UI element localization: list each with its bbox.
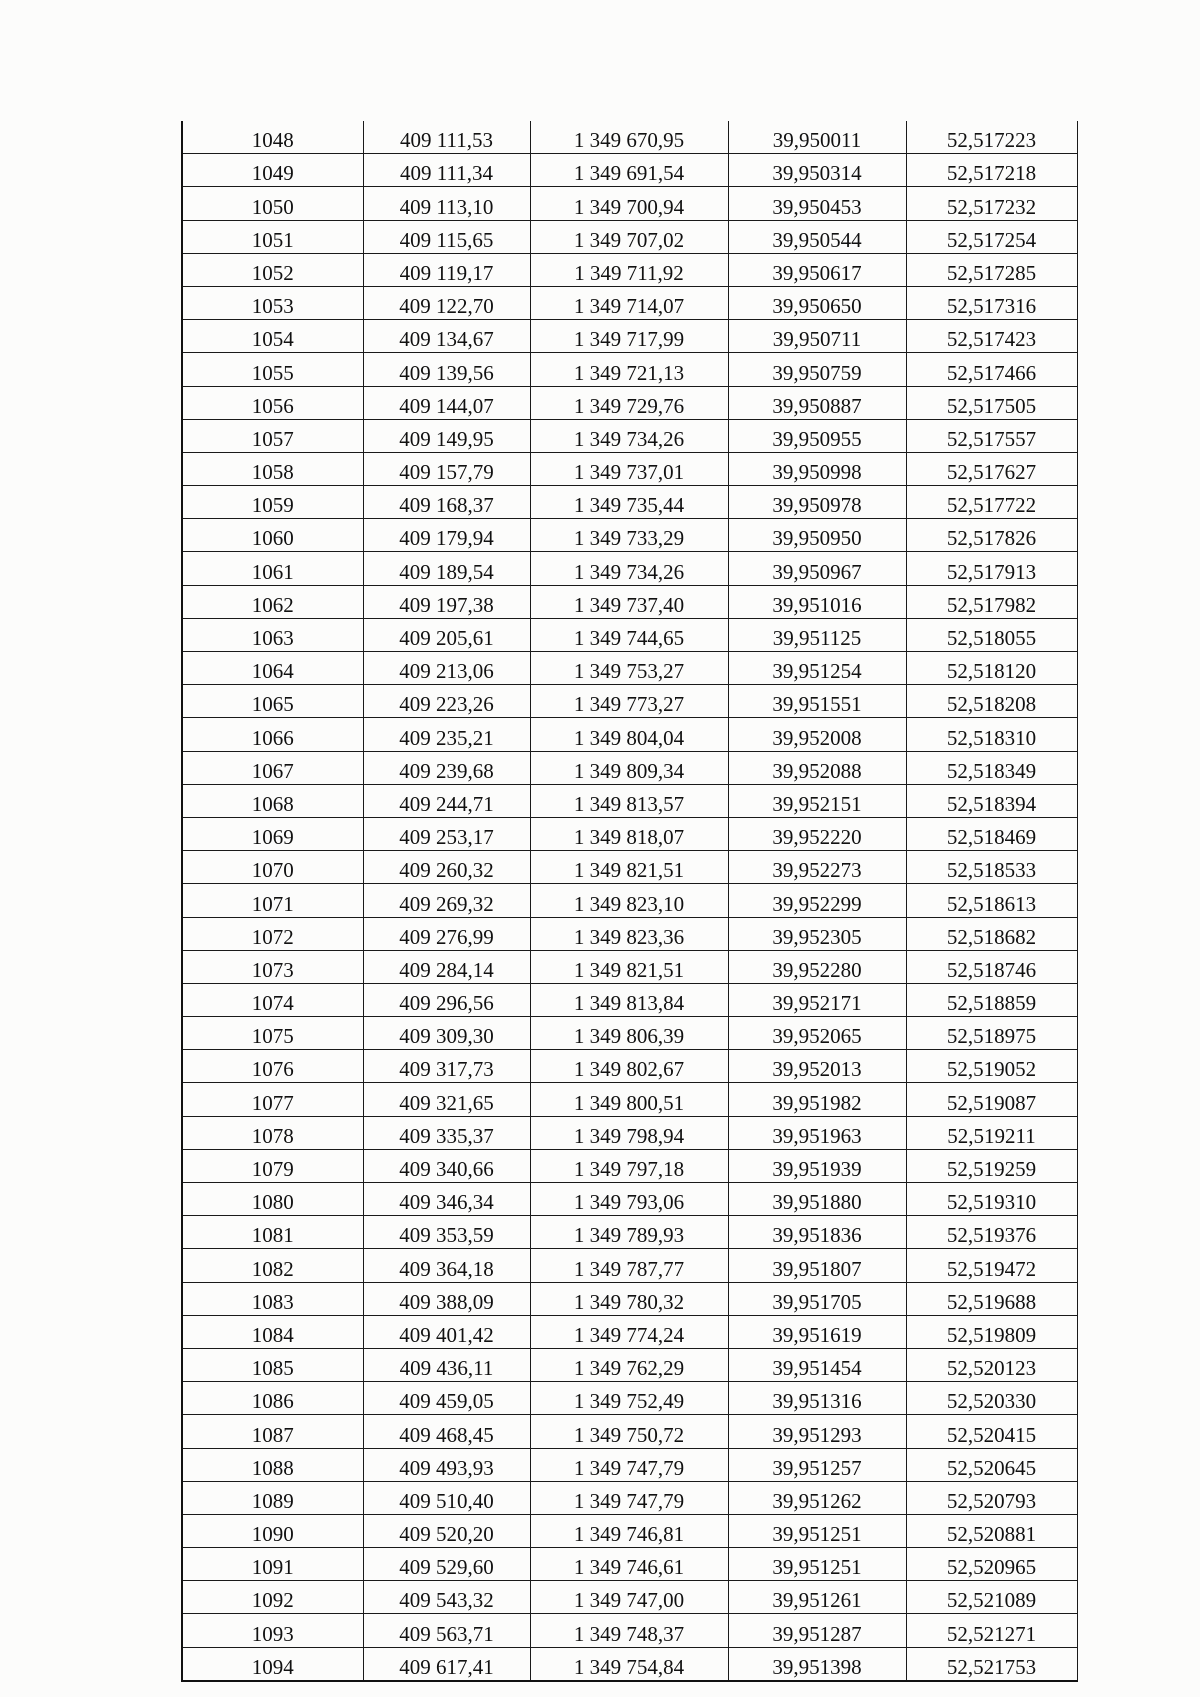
longitude-cell: 39,952220 <box>728 817 906 850</box>
latitude-cell: 52,517557 <box>906 419 1077 452</box>
point-number-cell: 1086 <box>182 1382 363 1415</box>
y-coordinate-cell: 1 349 813,84 <box>530 983 728 1016</box>
longitude-cell: 39,950887 <box>728 386 906 419</box>
point-number-cell: 1048 <box>182 121 363 154</box>
x-coordinate-cell: 409 197,38 <box>363 585 530 618</box>
latitude-cell: 52,517722 <box>906 486 1077 519</box>
y-coordinate-cell: 1 349 747,79 <box>530 1481 728 1514</box>
longitude-cell: 39,952273 <box>728 851 906 884</box>
longitude-cell: 39,950314 <box>728 154 906 187</box>
table-row <box>182 1017 1077 1050</box>
longitude-cell: 39,952299 <box>728 884 906 917</box>
longitude-cell: 39,951836 <box>728 1216 906 1249</box>
point-number-cell: 1069 <box>182 817 363 850</box>
longitude-cell: 39,951939 <box>728 1149 906 1182</box>
x-coordinate-cell: 409 134,67 <box>363 320 530 353</box>
y-coordinate-cell: 1 349 773,27 <box>530 685 728 718</box>
point-number-cell: 1054 <box>182 320 363 353</box>
x-coordinate-cell: 409 168,37 <box>363 486 530 519</box>
table-row <box>182 618 1077 651</box>
point-number-cell: 1091 <box>182 1548 363 1581</box>
longitude-cell: 39,951316 <box>728 1382 906 1415</box>
x-coordinate-cell: 409 235,21 <box>363 718 530 751</box>
latitude-cell: 52,520881 <box>906 1514 1077 1547</box>
point-number-cell: 1093 <box>182 1614 363 1647</box>
table-row <box>182 419 1077 452</box>
table-row <box>182 220 1077 253</box>
y-coordinate-cell: 1 349 753,27 <box>530 652 728 685</box>
table-row <box>182 253 1077 286</box>
y-coordinate-cell: 1 349 762,29 <box>530 1348 728 1381</box>
table-row <box>182 1116 1077 1149</box>
coordinates-table <box>181 121 1078 1682</box>
y-coordinate-cell: 1 349 789,93 <box>530 1216 728 1249</box>
point-number-cell: 1092 <box>182 1581 363 1614</box>
table-row <box>182 817 1077 850</box>
x-coordinate-cell: 409 364,18 <box>363 1249 530 1282</box>
table-row <box>182 1415 1077 1448</box>
y-coordinate-cell: 1 349 793,06 <box>530 1183 728 1216</box>
point-number-cell: 1066 <box>182 718 363 751</box>
table-row <box>182 1183 1077 1216</box>
x-coordinate-cell: 409 563,71 <box>363 1614 530 1647</box>
y-coordinate-cell: 1 349 746,81 <box>530 1514 728 1547</box>
table-row <box>182 1548 1077 1581</box>
point-number-cell: 1059 <box>182 486 363 519</box>
latitude-cell: 52,519211 <box>906 1116 1077 1149</box>
latitude-cell: 52,519688 <box>906 1282 1077 1315</box>
latitude-cell: 52,517826 <box>906 519 1077 552</box>
latitude-cell: 52,518208 <box>906 685 1077 718</box>
x-coordinate-cell: 409 205,61 <box>363 618 530 651</box>
latitude-cell: 52,518394 <box>906 784 1077 817</box>
latitude-cell: 52,517254 <box>906 220 1077 253</box>
latitude-cell: 52,520415 <box>906 1415 1077 1448</box>
table-row <box>182 1282 1077 1315</box>
y-coordinate-cell: 1 349 737,40 <box>530 585 728 618</box>
table-row <box>182 121 1077 154</box>
point-number-cell: 1084 <box>182 1315 363 1348</box>
latitude-cell: 52,517232 <box>906 187 1077 220</box>
y-coordinate-cell: 1 349 787,77 <box>530 1249 728 1282</box>
point-number-cell: 1065 <box>182 685 363 718</box>
latitude-cell: 52,518120 <box>906 652 1077 685</box>
table-row <box>182 1348 1077 1381</box>
latitude-cell: 52,519809 <box>906 1315 1077 1348</box>
table-row <box>182 286 1077 319</box>
point-number-cell: 1051 <box>182 220 363 253</box>
point-number-cell: 1077 <box>182 1083 363 1116</box>
longitude-cell: 39,951262 <box>728 1481 906 1514</box>
point-number-cell: 1081 <box>182 1216 363 1249</box>
x-coordinate-cell: 409 144,07 <box>363 386 530 419</box>
point-number-cell: 1057 <box>182 419 363 452</box>
y-coordinate-cell: 1 349 780,32 <box>530 1282 728 1315</box>
y-coordinate-cell: 1 349 774,24 <box>530 1315 728 1348</box>
x-coordinate-cell: 409 111,34 <box>363 154 530 187</box>
table-row <box>182 1149 1077 1182</box>
longitude-cell: 39,951261 <box>728 1581 906 1614</box>
x-coordinate-cell: 409 529,60 <box>363 1548 530 1581</box>
longitude-cell: 39,952305 <box>728 917 906 950</box>
table-row <box>182 1216 1077 1249</box>
latitude-cell: 52,518533 <box>906 851 1077 884</box>
table-row <box>182 1481 1077 1514</box>
latitude-cell: 52,518746 <box>906 950 1077 983</box>
y-coordinate-cell: 1 349 748,37 <box>530 1614 728 1647</box>
latitude-cell: 52,517423 <box>906 320 1077 353</box>
x-coordinate-cell: 409 244,71 <box>363 784 530 817</box>
y-coordinate-cell: 1 349 700,94 <box>530 187 728 220</box>
longitude-cell: 39,951880 <box>728 1183 906 1216</box>
longitude-cell: 39,951254 <box>728 652 906 685</box>
longitude-cell: 39,950950 <box>728 519 906 552</box>
y-coordinate-cell: 1 349 691,54 <box>530 154 728 187</box>
x-coordinate-cell: 409 284,14 <box>363 950 530 983</box>
latitude-cell: 52,520330 <box>906 1382 1077 1415</box>
longitude-cell: 39,951257 <box>728 1448 906 1481</box>
x-coordinate-cell: 409 309,30 <box>363 1017 530 1050</box>
x-coordinate-cell: 409 617,41 <box>363 1647 530 1681</box>
table-row <box>182 751 1077 784</box>
longitude-cell: 39,950955 <box>728 419 906 452</box>
longitude-cell: 39,951016 <box>728 585 906 618</box>
table-row <box>182 718 1077 751</box>
latitude-cell: 52,518055 <box>906 618 1077 651</box>
x-coordinate-cell: 409 459,05 <box>363 1382 530 1415</box>
table-row <box>182 320 1077 353</box>
x-coordinate-cell: 409 346,34 <box>363 1183 530 1216</box>
x-coordinate-cell: 409 353,59 <box>363 1216 530 1249</box>
longitude-cell: 39,952013 <box>728 1050 906 1083</box>
point-number-cell: 1089 <box>182 1481 363 1514</box>
longitude-cell: 39,950711 <box>728 320 906 353</box>
point-number-cell: 1076 <box>182 1050 363 1083</box>
table-row <box>182 1382 1077 1415</box>
longitude-cell: 39,951454 <box>728 1348 906 1381</box>
y-coordinate-cell: 1 349 813,57 <box>530 784 728 817</box>
latitude-cell: 52,517505 <box>906 386 1077 419</box>
longitude-cell: 39,952065 <box>728 1017 906 1050</box>
y-coordinate-cell: 1 349 823,36 <box>530 917 728 950</box>
point-number-cell: 1073 <box>182 950 363 983</box>
latitude-cell: 52,519472 <box>906 1249 1077 1282</box>
longitude-cell: 39,950998 <box>728 452 906 485</box>
longitude-cell: 39,951982 <box>728 1083 906 1116</box>
longitude-cell: 39,950650 <box>728 286 906 319</box>
x-coordinate-cell: 409 113,10 <box>363 187 530 220</box>
y-coordinate-cell: 1 349 737,01 <box>530 452 728 485</box>
longitude-cell: 39,951125 <box>728 618 906 651</box>
longitude-cell: 39,952280 <box>728 950 906 983</box>
table-row <box>182 917 1077 950</box>
x-coordinate-cell: 409 321,65 <box>363 1083 530 1116</box>
longitude-cell: 39,951963 <box>728 1116 906 1149</box>
latitude-cell: 52,517627 <box>906 452 1077 485</box>
x-coordinate-cell: 409 401,42 <box>363 1315 530 1348</box>
latitude-cell: 52,517913 <box>906 552 1077 585</box>
x-coordinate-cell: 409 510,40 <box>363 1481 530 1514</box>
longitude-cell: 39,952151 <box>728 784 906 817</box>
latitude-cell: 52,519087 <box>906 1083 1077 1116</box>
x-coordinate-cell: 409 115,65 <box>363 220 530 253</box>
table-row <box>182 1249 1077 1282</box>
latitude-cell: 52,518349 <box>906 751 1077 784</box>
y-coordinate-cell: 1 349 806,39 <box>530 1017 728 1050</box>
point-number-cell: 1067 <box>182 751 363 784</box>
latitude-cell: 52,521089 <box>906 1581 1077 1614</box>
latitude-cell: 52,518859 <box>906 983 1077 1016</box>
y-coordinate-cell: 1 349 670,95 <box>530 121 728 154</box>
y-coordinate-cell: 1 349 747,79 <box>530 1448 728 1481</box>
y-coordinate-cell: 1 349 734,26 <box>530 419 728 452</box>
table-row <box>182 585 1077 618</box>
longitude-cell: 39,950011 <box>728 121 906 154</box>
table-row <box>182 452 1077 485</box>
latitude-cell: 52,518310 <box>906 718 1077 751</box>
x-coordinate-cell: 409 335,37 <box>363 1116 530 1149</box>
x-coordinate-cell: 409 223,26 <box>363 685 530 718</box>
point-number-cell: 1060 <box>182 519 363 552</box>
point-number-cell: 1090 <box>182 1514 363 1547</box>
table-row <box>182 1614 1077 1647</box>
x-coordinate-cell: 409 239,68 <box>363 751 530 784</box>
y-coordinate-cell: 1 349 821,51 <box>530 950 728 983</box>
latitude-cell: 52,518975 <box>906 1017 1077 1050</box>
point-number-cell: 1052 <box>182 253 363 286</box>
latitude-cell: 52,520123 <box>906 1348 1077 1381</box>
x-coordinate-cell: 409 468,45 <box>363 1415 530 1448</box>
point-number-cell: 1087 <box>182 1415 363 1448</box>
table-row <box>182 784 1077 817</box>
y-coordinate-cell: 1 349 729,76 <box>530 386 728 419</box>
y-coordinate-cell: 1 349 714,07 <box>530 286 728 319</box>
x-coordinate-cell: 409 139,56 <box>363 353 530 386</box>
point-number-cell: 1085 <box>182 1348 363 1381</box>
longitude-cell: 39,952171 <box>728 983 906 1016</box>
point-number-cell: 1075 <box>182 1017 363 1050</box>
y-coordinate-cell: 1 349 744,65 <box>530 618 728 651</box>
x-coordinate-cell: 409 260,32 <box>363 851 530 884</box>
longitude-cell: 39,950978 <box>728 486 906 519</box>
point-number-cell: 1070 <box>182 851 363 884</box>
coordinates-table-body <box>182 121 1077 1681</box>
latitude-cell: 52,517285 <box>906 253 1077 286</box>
x-coordinate-cell: 409 340,66 <box>363 1149 530 1182</box>
x-coordinate-cell: 409 543,32 <box>363 1581 530 1614</box>
y-coordinate-cell: 1 349 750,72 <box>530 1415 728 1448</box>
y-coordinate-cell: 1 349 798,94 <box>530 1116 728 1149</box>
y-coordinate-cell: 1 349 802,67 <box>530 1050 728 1083</box>
y-coordinate-cell: 1 349 800,51 <box>530 1083 728 1116</box>
latitude-cell: 52,517982 <box>906 585 1077 618</box>
x-coordinate-cell: 409 119,17 <box>363 253 530 286</box>
point-number-cell: 1050 <box>182 187 363 220</box>
latitude-cell: 52,518469 <box>906 817 1077 850</box>
longitude-cell: 39,952008 <box>728 718 906 751</box>
point-number-cell: 1082 <box>182 1249 363 1282</box>
point-number-cell: 1049 <box>182 154 363 187</box>
latitude-cell: 52,519376 <box>906 1216 1077 1249</box>
y-coordinate-cell: 1 349 734,26 <box>530 552 728 585</box>
point-number-cell: 1056 <box>182 386 363 419</box>
table-row <box>182 552 1077 585</box>
latitude-cell: 52,517218 <box>906 154 1077 187</box>
x-coordinate-cell: 409 296,56 <box>363 983 530 1016</box>
point-number-cell: 1083 <box>182 1282 363 1315</box>
table-row <box>182 851 1077 884</box>
y-coordinate-cell: 1 349 746,61 <box>530 1548 728 1581</box>
longitude-cell: 39,951398 <box>728 1647 906 1681</box>
latitude-cell: 52,519052 <box>906 1050 1077 1083</box>
table-row <box>182 486 1077 519</box>
table-row <box>182 1315 1077 1348</box>
latitude-cell: 52,517223 <box>906 121 1077 154</box>
point-number-cell: 1080 <box>182 1183 363 1216</box>
point-number-cell: 1074 <box>182 983 363 1016</box>
y-coordinate-cell: 1 349 733,29 <box>530 519 728 552</box>
longitude-cell: 39,950453 <box>728 187 906 220</box>
table-row <box>182 1514 1077 1547</box>
latitude-cell: 52,519310 <box>906 1183 1077 1216</box>
x-coordinate-cell: 409 149,95 <box>363 419 530 452</box>
point-number-cell: 1064 <box>182 652 363 685</box>
point-number-cell: 1068 <box>182 784 363 817</box>
x-coordinate-cell: 409 111,53 <box>363 121 530 154</box>
x-coordinate-cell: 409 189,54 <box>363 552 530 585</box>
table-row <box>182 652 1077 685</box>
table-row <box>182 1083 1077 1116</box>
longitude-cell: 39,951705 <box>728 1282 906 1315</box>
table-row <box>182 187 1077 220</box>
table-row <box>182 1448 1077 1481</box>
y-coordinate-cell: 1 349 797,18 <box>530 1149 728 1182</box>
y-coordinate-cell: 1 349 804,04 <box>530 718 728 751</box>
latitude-cell: 52,519259 <box>906 1149 1077 1182</box>
longitude-cell: 39,950759 <box>728 353 906 386</box>
point-number-cell: 1072 <box>182 917 363 950</box>
x-coordinate-cell: 409 388,09 <box>363 1282 530 1315</box>
x-coordinate-cell: 409 179,94 <box>363 519 530 552</box>
table-row <box>182 983 1077 1016</box>
x-coordinate-cell: 409 213,06 <box>363 652 530 685</box>
longitude-cell: 39,951293 <box>728 1415 906 1448</box>
x-coordinate-cell: 409 157,79 <box>363 452 530 485</box>
longitude-cell: 39,951551 <box>728 685 906 718</box>
y-coordinate-cell: 1 349 818,07 <box>530 817 728 850</box>
x-coordinate-cell: 409 122,70 <box>363 286 530 319</box>
longitude-cell: 39,951807 <box>728 1249 906 1282</box>
x-coordinate-cell: 409 520,20 <box>363 1514 530 1547</box>
table-row <box>182 1581 1077 1614</box>
y-coordinate-cell: 1 349 717,99 <box>530 320 728 353</box>
x-coordinate-cell: 409 436,11 <box>363 1348 530 1381</box>
longitude-cell: 39,952088 <box>728 751 906 784</box>
point-number-cell: 1062 <box>182 585 363 618</box>
latitude-cell: 52,521753 <box>906 1647 1077 1681</box>
latitude-cell: 52,520965 <box>906 1548 1077 1581</box>
x-coordinate-cell: 409 317,73 <box>363 1050 530 1083</box>
table-row <box>182 1050 1077 1083</box>
longitude-cell: 39,950967 <box>728 552 906 585</box>
latitude-cell: 52,518682 <box>906 917 1077 950</box>
latitude-cell: 52,521271 <box>906 1614 1077 1647</box>
y-coordinate-cell: 1 349 735,44 <box>530 486 728 519</box>
point-number-cell: 1079 <box>182 1149 363 1182</box>
table-row <box>182 1647 1077 1681</box>
point-number-cell: 1053 <box>182 286 363 319</box>
point-number-cell: 1058 <box>182 452 363 485</box>
table-row <box>182 154 1077 187</box>
longitude-cell: 39,951251 <box>728 1514 906 1547</box>
point-number-cell: 1061 <box>182 552 363 585</box>
x-coordinate-cell: 409 269,32 <box>363 884 530 917</box>
x-coordinate-cell: 409 253,17 <box>363 817 530 850</box>
latitude-cell: 52,518613 <box>906 884 1077 917</box>
table-row <box>182 884 1077 917</box>
y-coordinate-cell: 1 349 752,49 <box>530 1382 728 1415</box>
longitude-cell: 39,951619 <box>728 1315 906 1348</box>
x-coordinate-cell: 409 276,99 <box>363 917 530 950</box>
table-row <box>182 386 1077 419</box>
y-coordinate-cell: 1 349 754,84 <box>530 1647 728 1681</box>
table-row <box>182 353 1077 386</box>
latitude-cell: 52,517466 <box>906 353 1077 386</box>
y-coordinate-cell: 1 349 711,92 <box>530 253 728 286</box>
point-number-cell: 1063 <box>182 618 363 651</box>
longitude-cell: 39,950617 <box>728 253 906 286</box>
latitude-cell: 52,517316 <box>906 286 1077 319</box>
x-coordinate-cell: 409 493,93 <box>363 1448 530 1481</box>
latitude-cell: 52,520793 <box>906 1481 1077 1514</box>
latitude-cell: 52,520645 <box>906 1448 1077 1481</box>
point-number-cell: 1094 <box>182 1647 363 1681</box>
y-coordinate-cell: 1 349 747,00 <box>530 1581 728 1614</box>
longitude-cell: 39,950544 <box>728 220 906 253</box>
table-row <box>182 685 1077 718</box>
y-coordinate-cell: 1 349 821,51 <box>530 851 728 884</box>
table-row <box>182 950 1077 983</box>
point-number-cell: 1055 <box>182 353 363 386</box>
y-coordinate-cell: 1 349 707,02 <box>530 220 728 253</box>
table-row <box>182 519 1077 552</box>
y-coordinate-cell: 1 349 823,10 <box>530 884 728 917</box>
y-coordinate-cell: 1 349 721,13 <box>530 353 728 386</box>
y-coordinate-cell: 1 349 809,34 <box>530 751 728 784</box>
longitude-cell: 39,951287 <box>728 1614 906 1647</box>
point-number-cell: 1071 <box>182 884 363 917</box>
point-number-cell: 1088 <box>182 1448 363 1481</box>
point-number-cell: 1078 <box>182 1116 363 1149</box>
longitude-cell: 39,951251 <box>728 1548 906 1581</box>
